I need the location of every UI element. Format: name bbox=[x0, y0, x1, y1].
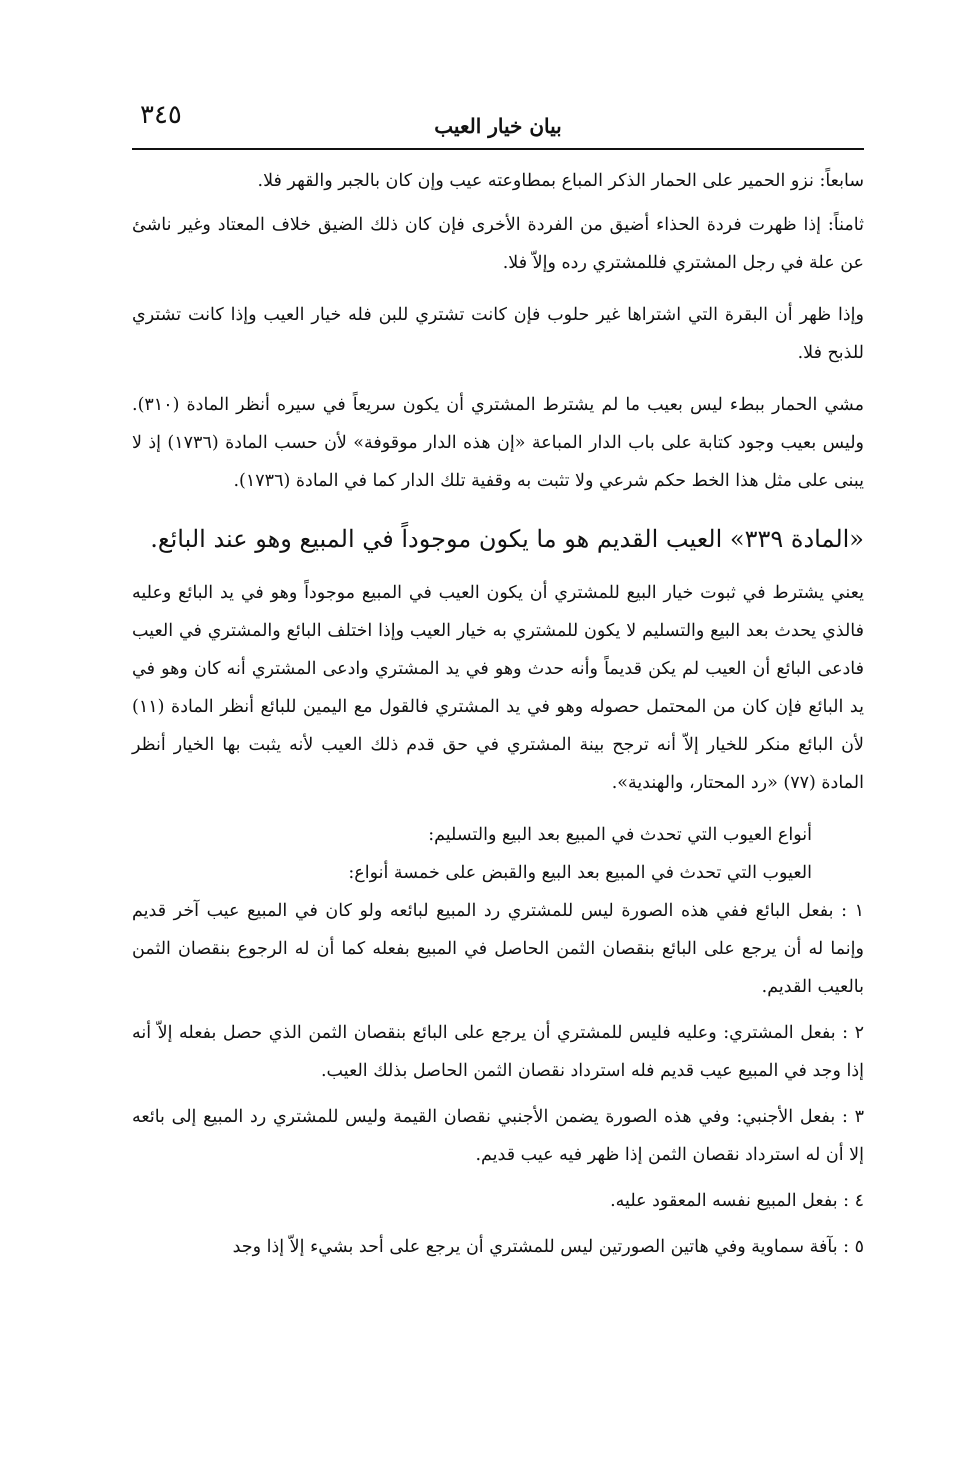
subheading-five-types: العيوب التي تحدث في المبيع بعد البيع والقبض على خمسة أنواع: bbox=[348, 863, 812, 883]
paragraph-explanation: يعني يشترط في ثبوت خيار البيع للمشتري أن يكون العيب في المبيع موجوداً وهو في يد البائع وعليه فالذي يحدث بعد البيع والتسليم لا يكون للمشتري به خيار العيب وإذا اختلف البائع والمشتري في العيب فادعى البائع أن العيب لم يكن قديماً وأنه حدث وهو في يد المشتري وادعى المشتري أنه كان وهو في يد البائع فإن كان من المحتمل حصوله وهو في يد المشتري فالقول مع اليمين للبائع أنظر المادة (١١) لأن البائع منكر للخيار إلاّ أنه ترجح بينة المشتري في حق قدم ذلك العيب لأنه يثبت بها الخيار أنظر المادة (٧٧) «رد المحتار، والهندية». bbox=[132, 583, 864, 793]
page-body bbox=[132, 162, 864, 1274]
paragraph-cow: وإذا ظهر أن البقرة التي اشتراها غير حلوب فإن كانت تشتري للبن فله خيار العيب وإذا كانت تشتري للذبح فلا. bbox=[132, 305, 864, 363]
subheading-types: أنواع العيوب التي تحدث في المبيع بعد البيع والتسليم: bbox=[428, 825, 812, 845]
paragraph-donkey: مشي الحمار ببطء ليس بعيب ما لم يشترط المشتري أن يكون سريعاً في سيره أنظر المادة (٣١٠). وليس بعيب وجود كتابة على باب الدار المباعة «إن هذه الدار موقوفة» لأن حسب المادة (١٧٣٦) إذ لا يبنى على مثل هذا الخط حكم شرعي ولا تثبت به وقفية تلك الدار كما في المادة (١٧٣٦). bbox=[132, 395, 864, 491]
running-title: بيان خيار العيب bbox=[434, 114, 562, 138]
paragraph-eighth: ثامناً: إذا ظهرت فردة الحذاء أضيق من الفردة الأخرى فإن كان ذلك الضيق خلاف المعتاد وغير ناشئ عن علة في رجل المشتري فللمشتري رده وإلاّ فلا. bbox=[132, 215, 864, 273]
list-item-seller: ١ : بفعل البائع ففي هذه الصورة ليس للمشتري رد المبيع لبائعه ولو كان في المبيع عيب آخر قديم وإنما له أن يرجع على البائع بنقصان الثمن الحاصل في المبيع بفعله كما أن له الرجوع بنقصان الثمن بالعيب القديم. bbox=[132, 901, 864, 997]
list-item-buyer: ٢ : بفعل المشتري: وعليه فليس للمشتري أن يرجع على البائع بنقصان الثمن الذي حصل بفعله إلاّ أنه إذا وجد في المبيع عيب قديم فله استرداد نقصان الثمن الحاصل بذلك العيب. bbox=[132, 1023, 864, 1081]
list-item-natural: ٥ : بآفة سماوية وفي هاتين الصورتين ليس للمشتري أن يرجع على أحد بشيء إلاّ إذا وجد bbox=[232, 1237, 864, 1257]
article-heading: «المادة ٣٣٩» العيب القديم هو ما يكون موجوداً في المبيع وهو عند البائع. bbox=[150, 525, 864, 553]
list-item-item-itself: ٤ : بفعل المبيع نفسه المعقود عليه. bbox=[610, 1191, 864, 1211]
page-number: ٣٤٥ bbox=[140, 100, 182, 130]
paragraph-seventh: سابعاً: نزو الحمير على الحمار الذكر المباع بمطاوعته عيب وإن كان بالجبر والقهر فلا. bbox=[257, 171, 864, 191]
page-header bbox=[132, 100, 864, 150]
list-item-stranger: ٣ : بفعل الأجنبي: وفي هذه الصورة يضمن الأجنبي نقصان القيمة وليس للمشتري رد المبيع إلى بائعه إلا أن له استرداد نقصان الثمن إذا ظهر فيه عيب قديم. bbox=[132, 1107, 864, 1165]
